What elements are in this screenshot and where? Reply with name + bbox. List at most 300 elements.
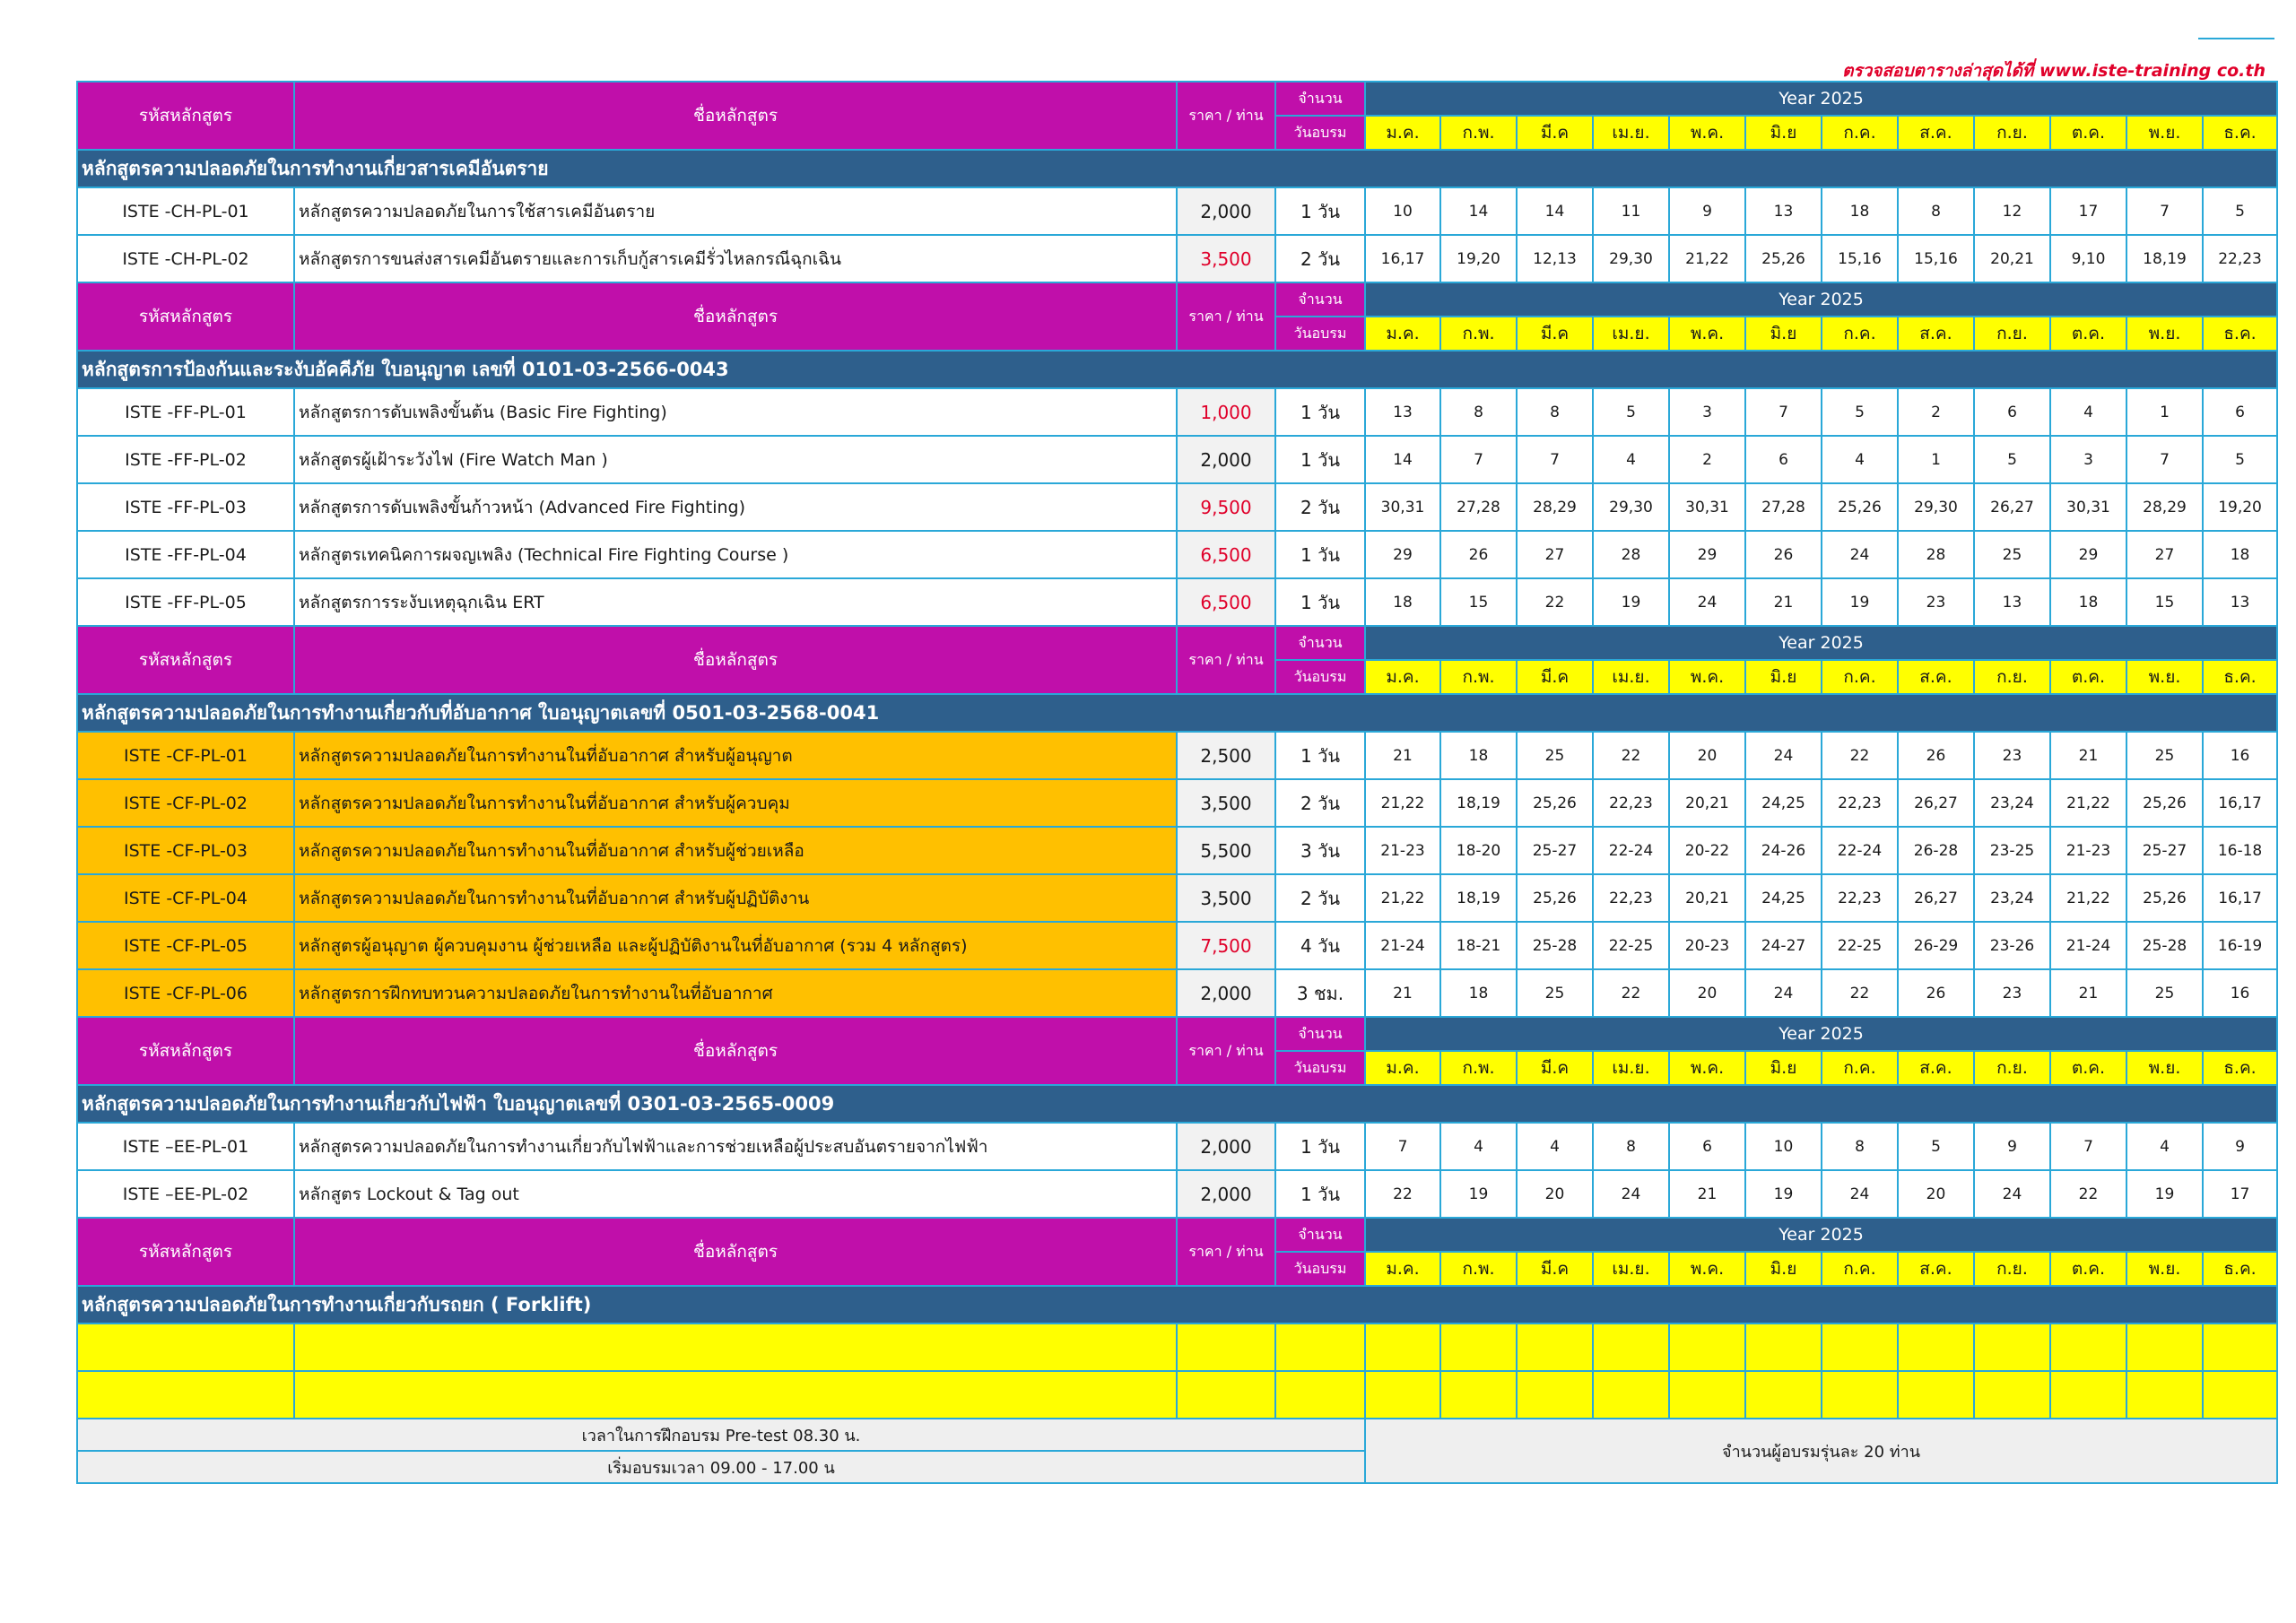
course-days: 2 วัน [1275, 235, 1365, 282]
course-date: 5 [1898, 1123, 1974, 1170]
header-month: ก.พ. [1440, 317, 1517, 351]
header-price: ราคา / ท่าน [1177, 1017, 1275, 1085]
training-schedule-table [76, 81, 2278, 1484]
course-row[interactable] [77, 969, 2277, 1017]
course-price: 7,500 [1177, 922, 1275, 969]
empty-cell [1177, 1324, 1275, 1371]
empty-cell [2050, 1371, 2126, 1419]
course-date: 18 [1822, 187, 1898, 235]
course-date: 8 [1440, 388, 1517, 436]
course-row[interactable] [77, 531, 2277, 578]
header-days: วันอบรม [1275, 1252, 1365, 1286]
header-month: มี.ค [1517, 1051, 1593, 1085]
header-month: พ.ย. [2126, 1252, 2203, 1286]
course-date: 21-23 [2050, 827, 2126, 874]
course-date: 13 [2203, 578, 2277, 626]
header-name: ชื่อหลักสูตร [294, 82, 1177, 150]
header-month: มิ.ย [1745, 1252, 1822, 1286]
top-divider [2198, 38, 2274, 39]
course-date: 28 [1593, 531, 1669, 578]
course-date: 24 [1745, 732, 1822, 779]
course-row[interactable] [77, 483, 2277, 531]
course-date: 22,23 [1822, 779, 1898, 827]
course-code: ISTE -FF-PL-05 [77, 578, 294, 626]
course-code: ISTE -CF-PL-03 [77, 827, 294, 874]
course-date: 22,23 [1593, 874, 1669, 922]
course-date: 28,29 [1517, 483, 1593, 531]
course-date: 23 [1898, 578, 1974, 626]
course-date: 7 [1440, 436, 1517, 483]
course-date: 26,27 [1898, 779, 1974, 827]
course-date: 2 [1669, 436, 1745, 483]
course-date: 25-27 [1517, 827, 1593, 874]
course-date: 5 [1822, 388, 1898, 436]
course-date: 25,26 [1517, 874, 1593, 922]
course-date: 7 [2126, 436, 2203, 483]
course-date: 25 [2126, 969, 2203, 1017]
course-date: 26,27 [1898, 874, 1974, 922]
header-count: จำนวน [1275, 282, 1365, 317]
empty-cell [1365, 1371, 1440, 1419]
header-month: เม.ย. [1593, 116, 1669, 150]
course-name: หลักสูตรการระงับเหตุฉุกเฉิน ERT [294, 578, 1177, 626]
header-code: รหัสหลักสูตร [77, 282, 294, 351]
empty-cell [2203, 1324, 2277, 1371]
course-date: 7 [1365, 1123, 1440, 1170]
empty-cell [1822, 1371, 1898, 1419]
category-title: หลักสูตรความปลอดภัยในการทำงานเกี่ยวสารเคมีอันตราย [77, 150, 2277, 187]
course-name: หลักสูตรความปลอดภัยในการทำงานเกี่ยวกับไฟฟ้าและการช่วยเหลือผู้ประสบอันตรายจากไฟฟ้า [294, 1123, 1177, 1170]
course-date: 3 [2050, 436, 2126, 483]
course-date: 21 [1365, 969, 1440, 1017]
course-row[interactable] [77, 827, 2277, 874]
course-date: 30,31 [2050, 483, 2126, 531]
course-row[interactable] [77, 187, 2277, 235]
course-date: 27,28 [1440, 483, 1517, 531]
course-days: 1 วัน [1275, 578, 1365, 626]
course-date: 21-24 [2050, 922, 2126, 969]
course-code: ISTE -FF-PL-01 [77, 388, 294, 436]
course-row[interactable] [77, 922, 2277, 969]
header-month: ม.ค. [1365, 317, 1440, 351]
course-date: 20,21 [1669, 779, 1745, 827]
empty-cell [1593, 1324, 1669, 1371]
course-date: 7 [2126, 187, 2203, 235]
header-month: ส.ค. [1898, 660, 1974, 694]
header-price: ราคา / ท่าน [1177, 282, 1275, 351]
header-days: วันอบรม [1275, 317, 1365, 351]
course-days: 1 วัน [1275, 1123, 1365, 1170]
course-date: 8 [1593, 1123, 1669, 1170]
category-title: หลักสูตรความปลอดภัยในการทำงานเกี่ยวกับที่อับอากาศ ใบอนุญาตเลขที่ 0501-03-2568-0041 [77, 694, 2277, 732]
course-date: 5 [2203, 436, 2277, 483]
course-date: 15 [1440, 578, 1517, 626]
course-date: 26 [1898, 732, 1974, 779]
course-date: 23,24 [1974, 874, 2050, 922]
course-date: 21 [1669, 1170, 1745, 1218]
course-date: 10 [1745, 1123, 1822, 1170]
course-date: 18 [1440, 969, 1517, 1017]
course-date: 29 [1365, 531, 1440, 578]
course-date: 24 [1593, 1170, 1669, 1218]
header-month: ต.ค. [2050, 1051, 2126, 1085]
course-date: 25,26 [2126, 874, 2203, 922]
course-date: 11 [1593, 187, 1669, 235]
header-month: ต.ค. [2050, 317, 2126, 351]
course-date: 22 [1517, 578, 1593, 626]
course-price: 1,000 [1177, 388, 1275, 436]
course-row[interactable] [77, 779, 2277, 827]
course-price: 2,000 [1177, 1170, 1275, 1218]
course-date: 20 [1898, 1170, 1974, 1218]
header-month: ก.ย. [1974, 317, 2050, 351]
course-name: หลักสูตรความปลอดภัยในการทำงานในที่อับอากาศ สำหรับผู้อนุญาต [294, 732, 1177, 779]
course-row[interactable] [77, 1170, 2277, 1218]
course-date: 25,26 [1822, 483, 1898, 531]
header-code: รหัสหลักสูตร [77, 82, 294, 150]
course-date: 7 [1517, 436, 1593, 483]
header-month: ก.ค. [1822, 1051, 1898, 1085]
course-date: 8 [1822, 1123, 1898, 1170]
course-days: 2 วัน [1275, 874, 1365, 922]
course-name: หลักสูตรเทคนิคการผจญเพลิง (Technical Fire Fighting Course ) [294, 531, 1177, 578]
course-date: 17 [2203, 1170, 2277, 1218]
course-date: 22-24 [1822, 827, 1898, 874]
header-code: รหัสหลักสูตร [77, 1017, 294, 1085]
empty-cell [1440, 1371, 1517, 1419]
course-date: 27,28 [1745, 483, 1822, 531]
course-price: 5,500 [1177, 827, 1275, 874]
course-date: 4 [1822, 436, 1898, 483]
course-date: 5 [1593, 388, 1669, 436]
header-month: เม.ย. [1593, 1252, 1669, 1286]
course-row[interactable] [77, 436, 2277, 483]
course-days: 2 วัน [1275, 483, 1365, 531]
course-date: 9 [1974, 1123, 2050, 1170]
course-date: 21,22 [2050, 779, 2126, 827]
course-date: 28 [1898, 531, 1974, 578]
course-date: 22 [2050, 1170, 2126, 1218]
empty-cell [2203, 1371, 2277, 1419]
course-date: 15,16 [1822, 235, 1898, 282]
course-date: 23-26 [1974, 922, 2050, 969]
course-date: 12,13 [1517, 235, 1593, 282]
empty-cell [1898, 1371, 1974, 1419]
header-month: มี.ค [1517, 116, 1593, 150]
course-date: 19 [1745, 1170, 1822, 1218]
course-date: 30,31 [1365, 483, 1440, 531]
course-date: 5 [1974, 436, 2050, 483]
course-date: 15,16 [1898, 235, 1974, 282]
header-row [77, 1218, 2277, 1252]
course-code: ISTE –EE-PL-02 [77, 1170, 294, 1218]
course-date: 12 [1974, 187, 2050, 235]
course-date: 16,17 [2203, 874, 2277, 922]
course-date: 4 [1517, 1123, 1593, 1170]
course-date: 21 [1365, 732, 1440, 779]
course-date: 19,20 [1440, 235, 1517, 282]
course-date: 18-20 [1440, 827, 1517, 874]
footer-time-line1: เวลาในการฝึกอบรม Pre-test 08.30 น. [77, 1419, 1365, 1451]
header-count: จำนวน [1275, 82, 1365, 116]
header-month: ส.ค. [1898, 1051, 1974, 1085]
empty-cell [1669, 1371, 1745, 1419]
empty-cell [1517, 1371, 1593, 1419]
header-year: Year 2025 [1365, 1017, 2277, 1051]
header-month: มิ.ย [1745, 1051, 1822, 1085]
course-code: ISTE -CF-PL-05 [77, 922, 294, 969]
header-row [77, 626, 2277, 660]
empty-cell [1822, 1324, 1898, 1371]
category-title: หลักสูตรการป้องกันและระงับอัคคีภัย ใบอนุญาต เลขที่ 0101-03-2566-0043 [77, 351, 2277, 388]
footer-capacity: จำนวนผู้อบรมรุ่นละ 20 ท่าน [1365, 1419, 2277, 1483]
course-date: 22,23 [1593, 779, 1669, 827]
empty-cell [1440, 1324, 1517, 1371]
course-date: 13 [1745, 187, 1822, 235]
course-code: ISTE -CF-PL-01 [77, 732, 294, 779]
header-month: ก.ค. [1822, 317, 1898, 351]
course-date: 26 [1440, 531, 1517, 578]
header-month: ก.ย. [1974, 1051, 2050, 1085]
header-count: จำนวน [1275, 1017, 1365, 1051]
empty-course-row [77, 1371, 2277, 1419]
course-date: 19 [1440, 1170, 1517, 1218]
course-date: 22-25 [1593, 922, 1669, 969]
header-month: พ.ค. [1669, 116, 1745, 150]
header-days: วันอบรม [1275, 116, 1365, 150]
course-price: 2,000 [1177, 969, 1275, 1017]
course-row[interactable] [77, 874, 2277, 922]
course-date: 30,31 [1669, 483, 1745, 531]
course-date: 14 [1365, 436, 1440, 483]
course-date: 20,21 [1669, 874, 1745, 922]
empty-cell [1517, 1324, 1593, 1371]
course-days: 1 วัน [1275, 388, 1365, 436]
course-date: 23 [1974, 969, 2050, 1017]
header-name: ชื่อหลักสูตร [294, 626, 1177, 694]
course-date: 20 [1517, 1170, 1593, 1218]
course-date: 2 [1898, 388, 1974, 436]
header-code: รหัสหลักสูตร [77, 1218, 294, 1286]
course-date: 21,22 [1365, 779, 1440, 827]
course-code: ISTE -CF-PL-02 [77, 779, 294, 827]
course-code: ISTE –EE-PL-01 [77, 1123, 294, 1170]
course-date: 18-21 [1440, 922, 1517, 969]
course-date: 6 [1669, 1123, 1745, 1170]
course-date: 19,20 [2203, 483, 2277, 531]
course-date: 4 [2126, 1123, 2203, 1170]
category-row [77, 150, 2277, 187]
header-row [77, 82, 2277, 116]
header-row [77, 1017, 2277, 1051]
course-date: 16,17 [2203, 779, 2277, 827]
header-month: ม.ค. [1365, 1252, 1440, 1286]
course-code: ISTE -FF-PL-04 [77, 531, 294, 578]
course-date: 26-28 [1898, 827, 1974, 874]
course-date: 20,21 [1974, 235, 2050, 282]
course-date: 9 [2203, 1123, 2277, 1170]
course-date: 16-18 [2203, 827, 2277, 874]
course-date: 22,23 [1822, 874, 1898, 922]
header-month: พ.ค. [1669, 317, 1745, 351]
course-date: 22-24 [1593, 827, 1669, 874]
course-date: 7 [2050, 1123, 2126, 1170]
category-row [77, 1286, 2277, 1324]
course-date: 29,30 [1898, 483, 1974, 531]
course-date: 18 [2203, 531, 2277, 578]
header-days: วันอบรม [1275, 1051, 1365, 1085]
course-name: หลักสูตรการขนส่งสารเคมีอันตรายและการเก็บกู้สารเคมีรั่วไหลกรณีฉุกเฉิน [294, 235, 1177, 282]
header-month: ก.ย. [1974, 116, 2050, 150]
empty-cell [1974, 1324, 2050, 1371]
course-date: 1 [2126, 388, 2203, 436]
table-body [77, 82, 2277, 1483]
course-date: 21,22 [2050, 874, 2126, 922]
header-year: Year 2025 [1365, 282, 2277, 317]
course-price: 2,500 [1177, 732, 1275, 779]
course-date: 25-27 [2126, 827, 2203, 874]
course-date: 25 [1517, 732, 1593, 779]
course-date: 21-24 [1365, 922, 1440, 969]
header-month: ธ.ค. [2203, 116, 2277, 150]
course-date: 27 [1517, 531, 1593, 578]
category-row [77, 694, 2277, 732]
course-date: 28,29 [2126, 483, 2203, 531]
course-date: 29,30 [1593, 483, 1669, 531]
course-date: 20 [1669, 969, 1745, 1017]
course-days: 1 วัน [1275, 187, 1365, 235]
course-days: 1 วัน [1275, 436, 1365, 483]
course-days: 1 วัน [1275, 732, 1365, 779]
course-date: 25,26 [2126, 779, 2203, 827]
header-month: ก.พ. [1440, 1051, 1517, 1085]
course-code: ISTE -CF-PL-04 [77, 874, 294, 922]
header-month: พ.ค. [1669, 1252, 1745, 1286]
course-name: หลักสูตรการดับเพลิงขั้นต้น (Basic Fire Fighting) [294, 388, 1177, 436]
course-row[interactable] [77, 235, 2277, 282]
course-date: 9 [1669, 187, 1745, 235]
course-row[interactable] [77, 388, 2277, 436]
course-date: 18 [1440, 732, 1517, 779]
course-name: หลักสูตรผู้อนุญาต ผู้ควบคุมงาน ผู้ช่วยเหลือ และผู้ปฏิบัติงานในที่อับอากาศ (รวม 4 หลักสูตร) [294, 922, 1177, 969]
header-month: มี.ค [1517, 317, 1593, 351]
course-date: 22 [1365, 1170, 1440, 1218]
header-month: ธ.ค. [2203, 660, 2277, 694]
course-date: 18 [1365, 578, 1440, 626]
empty-cell [1593, 1371, 1669, 1419]
course-date: 24 [1822, 531, 1898, 578]
header-month: ก.ค. [1822, 660, 1898, 694]
course-name: หลักสูตรความปลอดภัยในการทำงานในที่อับอากาศ สำหรับผู้ช่วยเหลือ [294, 827, 1177, 874]
empty-cell [2126, 1324, 2203, 1371]
course-price: 3,500 [1177, 235, 1275, 282]
course-date: 23-25 [1974, 827, 2050, 874]
header-month: ส.ค. [1898, 1252, 1974, 1286]
course-code: ISTE -CH-PL-01 [77, 187, 294, 235]
header-name: ชื่อหลักสูตร [294, 282, 1177, 351]
course-date: 10 [1365, 187, 1440, 235]
course-days: 1 วัน [1275, 1170, 1365, 1218]
header-month: มิ.ย [1745, 660, 1822, 694]
empty-cell [1669, 1324, 1745, 1371]
header-count: จำนวน [1275, 626, 1365, 660]
course-date: 26-29 [1898, 922, 1974, 969]
course-date: 18 [2050, 578, 2126, 626]
empty-cell [1275, 1371, 1365, 1419]
header-year: Year 2025 [1365, 82, 2277, 116]
header-count: จำนวน [1275, 1218, 1365, 1252]
course-date: 22 [1593, 969, 1669, 1017]
header-month: ธ.ค. [2203, 1051, 2277, 1085]
course-date: 24-27 [1745, 922, 1822, 969]
course-name: หลักสูตรผู้เฝ้าระวังไฟ (Fire Watch Man ) [294, 436, 1177, 483]
course-name: หลักสูตร Lockout & Tag out [294, 1170, 1177, 1218]
empty-cell [1745, 1371, 1822, 1419]
course-row[interactable] [77, 578, 2277, 626]
course-date: 21,22 [1669, 235, 1745, 282]
empty-cell [294, 1324, 1177, 1371]
course-date: 6 [2203, 388, 2277, 436]
course-row[interactable] [77, 732, 2277, 779]
empty-cell [77, 1324, 294, 1371]
header-month: ม.ค. [1365, 660, 1440, 694]
header-month: ม.ค. [1365, 116, 1440, 150]
course-date: 14 [1440, 187, 1517, 235]
course-date: 22,23 [2203, 235, 2277, 282]
header-month: ต.ค. [2050, 116, 2126, 150]
course-date: 1 [1898, 436, 1974, 483]
header-month: เม.ย. [1593, 1051, 1669, 1085]
header-month: ม.ค. [1365, 1051, 1440, 1085]
course-name: หลักสูตรความปลอดภัยในการทำงานในที่อับอากาศ สำหรับผู้ควบคุม [294, 779, 1177, 827]
course-name: หลักสูตรความปลอดภัยในการทำงานในที่อับอากาศ สำหรับผู้ปฏิบัติงาน [294, 874, 1177, 922]
course-code: ISTE -CF-PL-06 [77, 969, 294, 1017]
course-date: 17 [2050, 187, 2126, 235]
header-month: ก.ค. [1822, 116, 1898, 150]
course-date: 9,10 [2050, 235, 2126, 282]
course-price: 3,500 [1177, 874, 1275, 922]
course-price: 2,000 [1177, 1123, 1275, 1170]
course-date: 25-28 [1517, 922, 1593, 969]
course-date: 24-26 [1745, 827, 1822, 874]
header-month: มิ.ย [1745, 317, 1822, 351]
header-code: รหัสหลักสูตร [77, 626, 294, 694]
header-month: พ.ค. [1669, 1051, 1745, 1085]
category-title: หลักสูตรความปลอดภัยในการทำงานเกี่ยวกับรถยก ( Forklift) [77, 1286, 2277, 1324]
header-month: ก.ย. [1974, 660, 2050, 694]
course-price: 3,500 [1177, 779, 1275, 827]
header-month: มิ.ย [1745, 116, 1822, 150]
course-date: 20 [1669, 732, 1745, 779]
empty-cell [2126, 1371, 2203, 1419]
course-price: 9,500 [1177, 483, 1275, 531]
course-date: 22 [1822, 969, 1898, 1017]
website-note[interactable]: ตรวจสอบตารางล่าสุดได้ที่ www.iste-training co.th [1842, 61, 2266, 81]
empty-cell [1745, 1324, 1822, 1371]
header-month: พ.ย. [2126, 317, 2203, 351]
course-row[interactable] [77, 1123, 2277, 1170]
course-date: 21,22 [1365, 874, 1440, 922]
course-date: 29 [2050, 531, 2126, 578]
course-date: 26 [1745, 531, 1822, 578]
category-title: หลักสูตรความปลอดภัยในการทำงานเกี่ยวกับไฟฟ้า ใบอนุญาตเลขที่ 0301-03-2565-0009 [77, 1085, 2277, 1123]
course-code: ISTE -FF-PL-02 [77, 436, 294, 483]
course-date: 21 [2050, 732, 2126, 779]
header-month: ธ.ค. [2203, 1252, 2277, 1286]
header-month: พ.ย. [2126, 660, 2203, 694]
course-date: 25-28 [2126, 922, 2203, 969]
header-month: เม.ย. [1593, 317, 1669, 351]
